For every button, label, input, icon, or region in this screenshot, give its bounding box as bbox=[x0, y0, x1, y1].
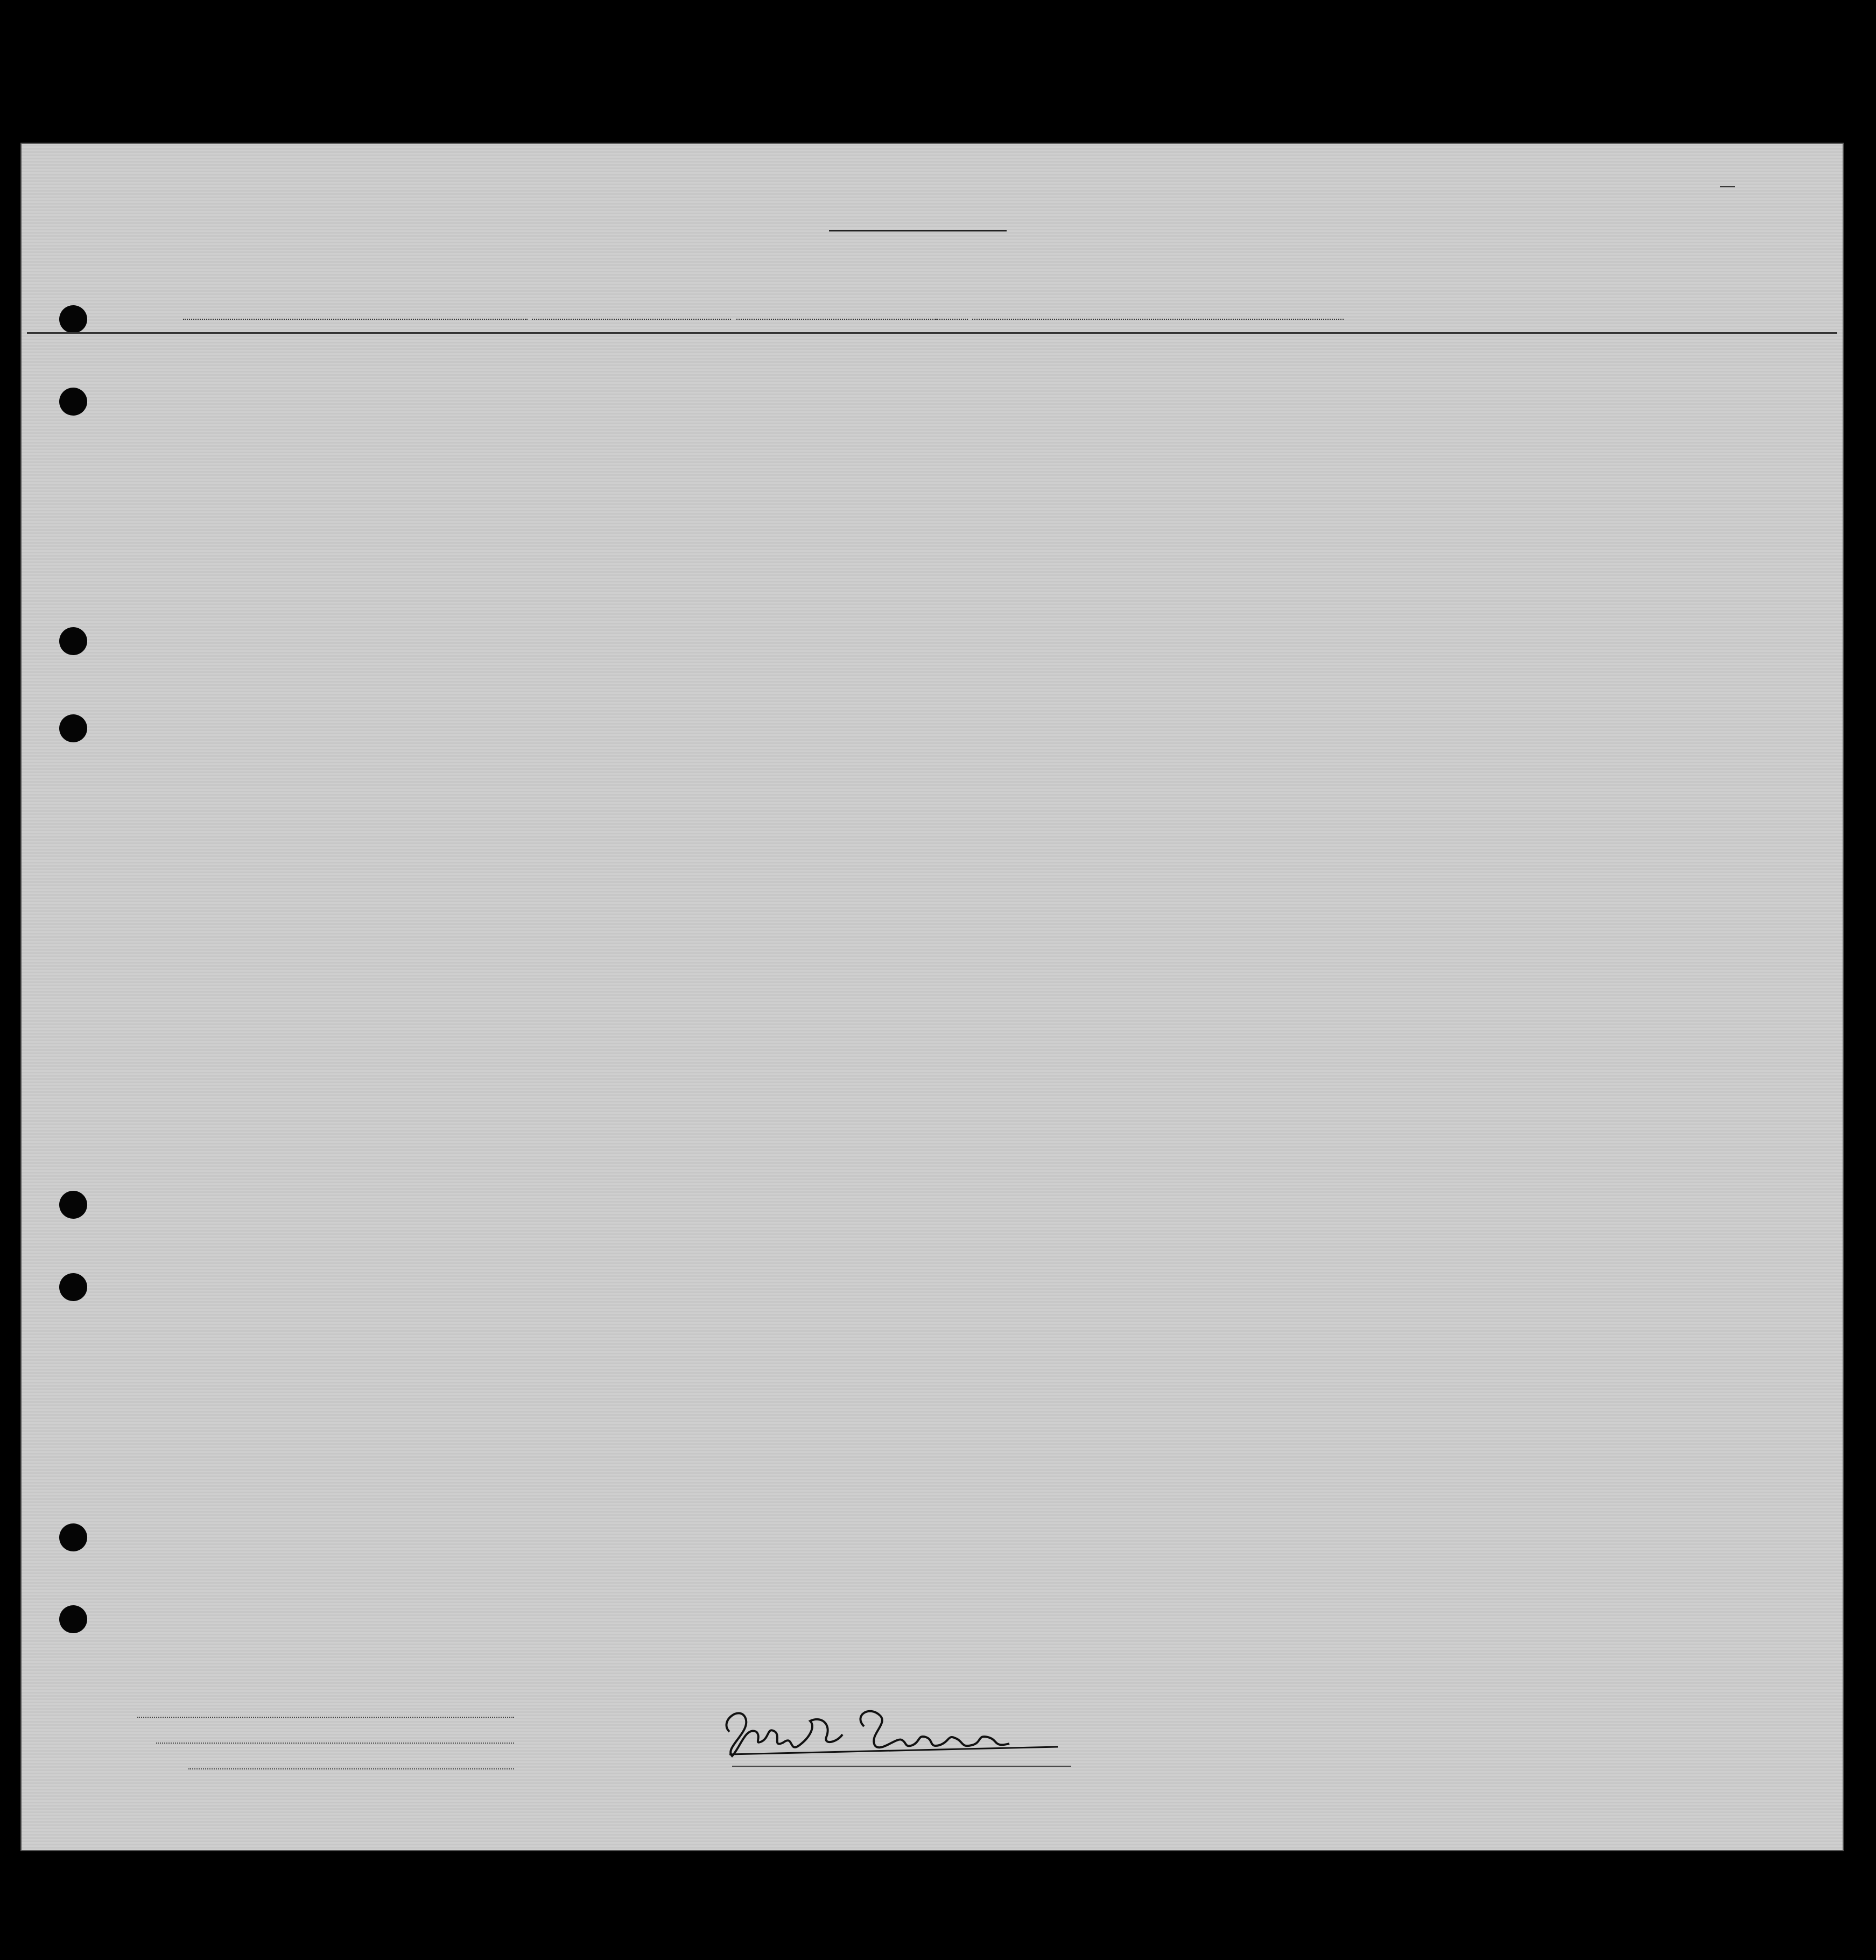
manifest-sheet bbox=[20, 143, 1844, 1851]
vessel-line bbox=[183, 304, 1344, 324]
inspector-signature bbox=[708, 1694, 1074, 1764]
arrival-date-field bbox=[736, 319, 936, 320]
vessel-name bbox=[183, 319, 528, 320]
departure-port-field bbox=[972, 319, 1344, 320]
signature-image bbox=[708, 1694, 1074, 1764]
arrival-port-field bbox=[532, 319, 731, 320]
header-top-rule bbox=[27, 332, 1837, 334]
arrival-year-field bbox=[936, 319, 968, 320]
signature-line bbox=[732, 1766, 1071, 1767]
title-underline bbox=[829, 230, 1007, 231]
punch-hole bbox=[59, 305, 87, 333]
owners-field bbox=[156, 1743, 514, 1744]
sheet-number-value bbox=[1720, 171, 1735, 187]
local-agents-field bbox=[188, 1768, 514, 1769]
line-field bbox=[137, 1717, 514, 1718]
sheet-number bbox=[1720, 171, 1735, 187]
crew-table bbox=[22, 336, 1843, 1817]
